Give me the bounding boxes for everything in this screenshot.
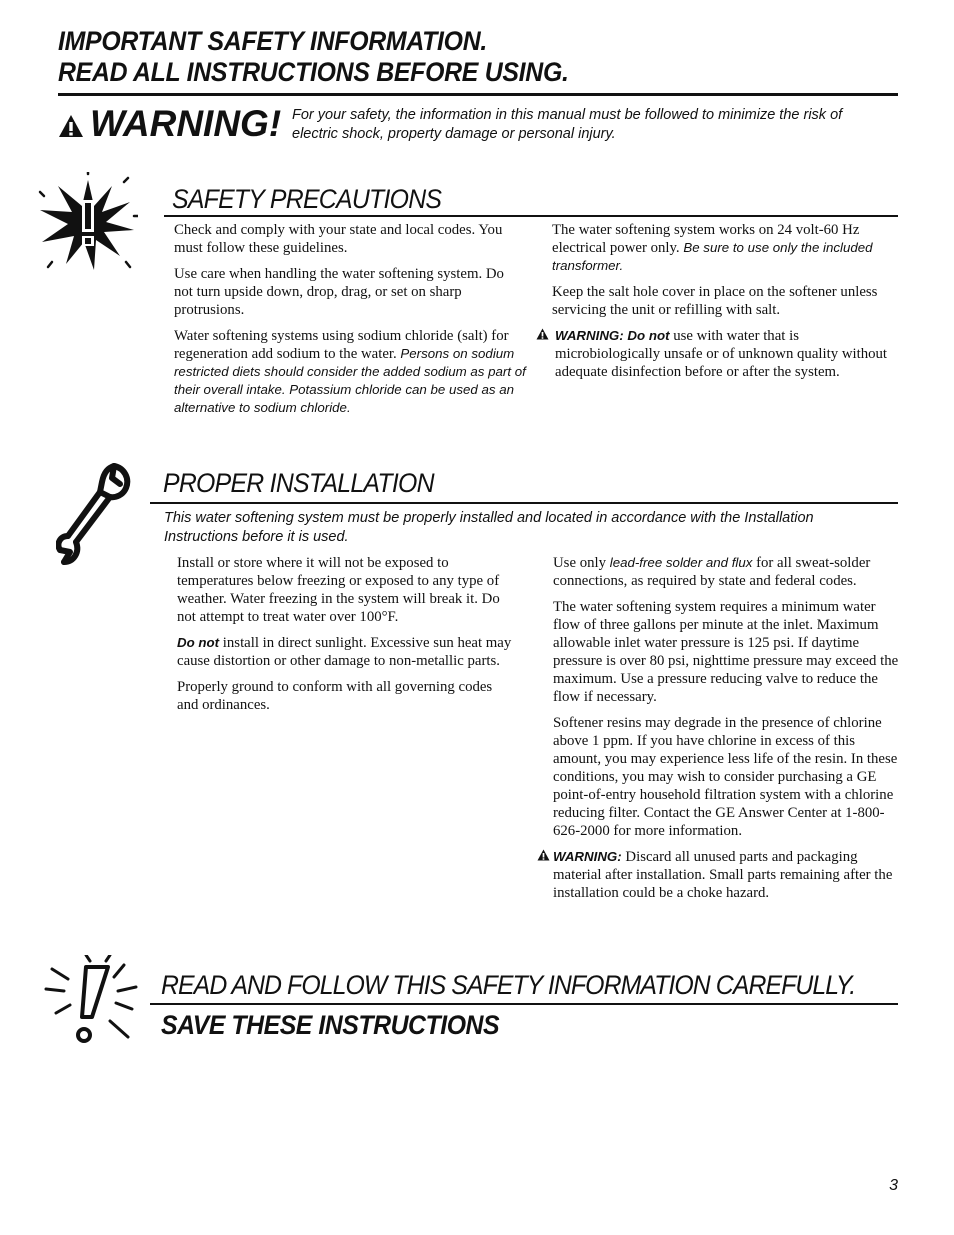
save-instructions-heading: SAVE THESE INSTRUCTIONS (161, 1010, 500, 1040)
do-not-label: Do not (627, 328, 670, 343)
safety-left-p1: Check and comply with your state and local codes. You must follow these guidelines. (174, 222, 503, 256)
install-right-p4-text: Discard all unused parts and packaging material after installation. Small parts remaining after the installation could be a choke hazard. (553, 849, 893, 901)
install-right-p2: The water softening system requires a minimum water flow of three gallons per minute at the inlet. Maximum allowable inlet water pressure is 125 psi. If daytime pressure is over 80 psi, nighttime pressure may exceed the maximum. Use a pressure reducing valve to reduce the flow if necessary. (553, 599, 899, 705)
safety-right-p1-italic: Be sure to use only the included transformer. (552, 240, 873, 273)
install-left-p2-text: install in direct sunlight. Excessive sun heat may cause distortion or other damage to non-metallic parts. (177, 635, 512, 669)
install-rule (150, 502, 898, 504)
install-right-p4 (553, 848, 899, 902)
title-line-2: READ ALL INSTRUCTIONS BEFORE USING. (58, 57, 569, 87)
safety-right-p3 (552, 327, 898, 381)
install-intro: This water softening system must be properly installed and located in accordance with the Installation Instructions before it is used. (164, 510, 814, 545)
section-title-safety: SAFETY PRECAUTIONS (172, 184, 442, 214)
warning-triangle-icon (537, 849, 550, 861)
footer-rule (150, 1003, 898, 1005)
install-right-p1-a: Use only (553, 555, 607, 571)
do-not-label: Do not (177, 635, 220, 650)
read-follow-heading: READ AND FOLLOW THIS SAFETY INFORMATION CAREFULLY. (161, 970, 856, 1000)
safety-left-p3-italic: Persons on sodium restricted diets should consider the added sodium as part of their overall intake. Potassium chloride can be used as an alternative to sodium chloride. (174, 346, 526, 415)
page-number: 3 (889, 1177, 898, 1194)
warning-inline-label: WARNING: (555, 328, 624, 343)
install-left-column (177, 554, 517, 722)
install-right-column (553, 554, 899, 910)
exclamation-rays-icon (42, 955, 142, 1047)
safety-left-p3 (174, 327, 526, 417)
safety-right-p1 (552, 221, 898, 275)
install-right-p1-b: for all sweat-solder connections, as required by state and federal codes. (553, 555, 871, 589)
title-rule (58, 93, 898, 96)
safety-right-p2: Keep the salt hole cover in place on the softener unless servicing the unit or refilling with salt. (552, 284, 878, 318)
safety-left-p3-normal: Water softening systems using sodium chloride (salt) for regeneration add sodium to the water. (174, 328, 509, 362)
warning-triangle-icon (536, 328, 549, 340)
install-right-p1-italic: lead-free solder and flux (609, 555, 753, 570)
install-right-p3: Softener resins may degrade in the presence of chlorine above 1 ppm. If you have chlorine in excess of this amount, you may experience less life of the resin. In these conditions, you may wish to consider purchasing a GE point-of-entry household filtration system with a chlorine reducing filter. Contact the GE Answer Center at 1-800-626-2000 for more information. (553, 715, 898, 839)
page-title (58, 26, 849, 88)
install-right-p1 (553, 554, 899, 590)
safety-right-column (552, 221, 898, 389)
safety-right-p1-normal: The water softening system works on 24 volt-60 Hz electrical power only. (552, 222, 860, 256)
section-title-install: PROPER INSTALLATION (163, 468, 434, 498)
install-left-p1: Install or store where it will not be exposed to temperatures below freezing or exposed to any type of weather. Water freezing in the system will break it. Do not attempt to treat water over 100°F. (177, 555, 500, 625)
install-left-p3: Properly ground to conform with all governing codes and ordinances. (177, 679, 493, 713)
safety-left-column (174, 221, 526, 425)
title-line-1: IMPORTANT SAFETY INFORMATION. (58, 26, 487, 56)
wrench-icon (56, 462, 132, 570)
warning-label: WARNING! (90, 103, 282, 144)
safety-rule (164, 215, 898, 217)
safety-left-p2: Use care when handling the water softening system. Do not turn upside down, drop, drag, or set on sharp protrusions. (174, 266, 504, 318)
warning-heading (58, 102, 281, 146)
exclamation-burst-icon (38, 172, 138, 276)
warning-triangle-icon (58, 114, 84, 138)
warning-inline-label: WARNING: (553, 849, 622, 864)
install-left-p2 (177, 634, 517, 670)
warning-intro: For your safety, the information in this manual must be followed to minimize the risk of electric shock, property damage or personal injury. (292, 107, 843, 142)
safety-right-p3-text: use with water that is microbiologically unsafe or of unknown quality without adequate disinfection before or after the system. (555, 328, 888, 380)
